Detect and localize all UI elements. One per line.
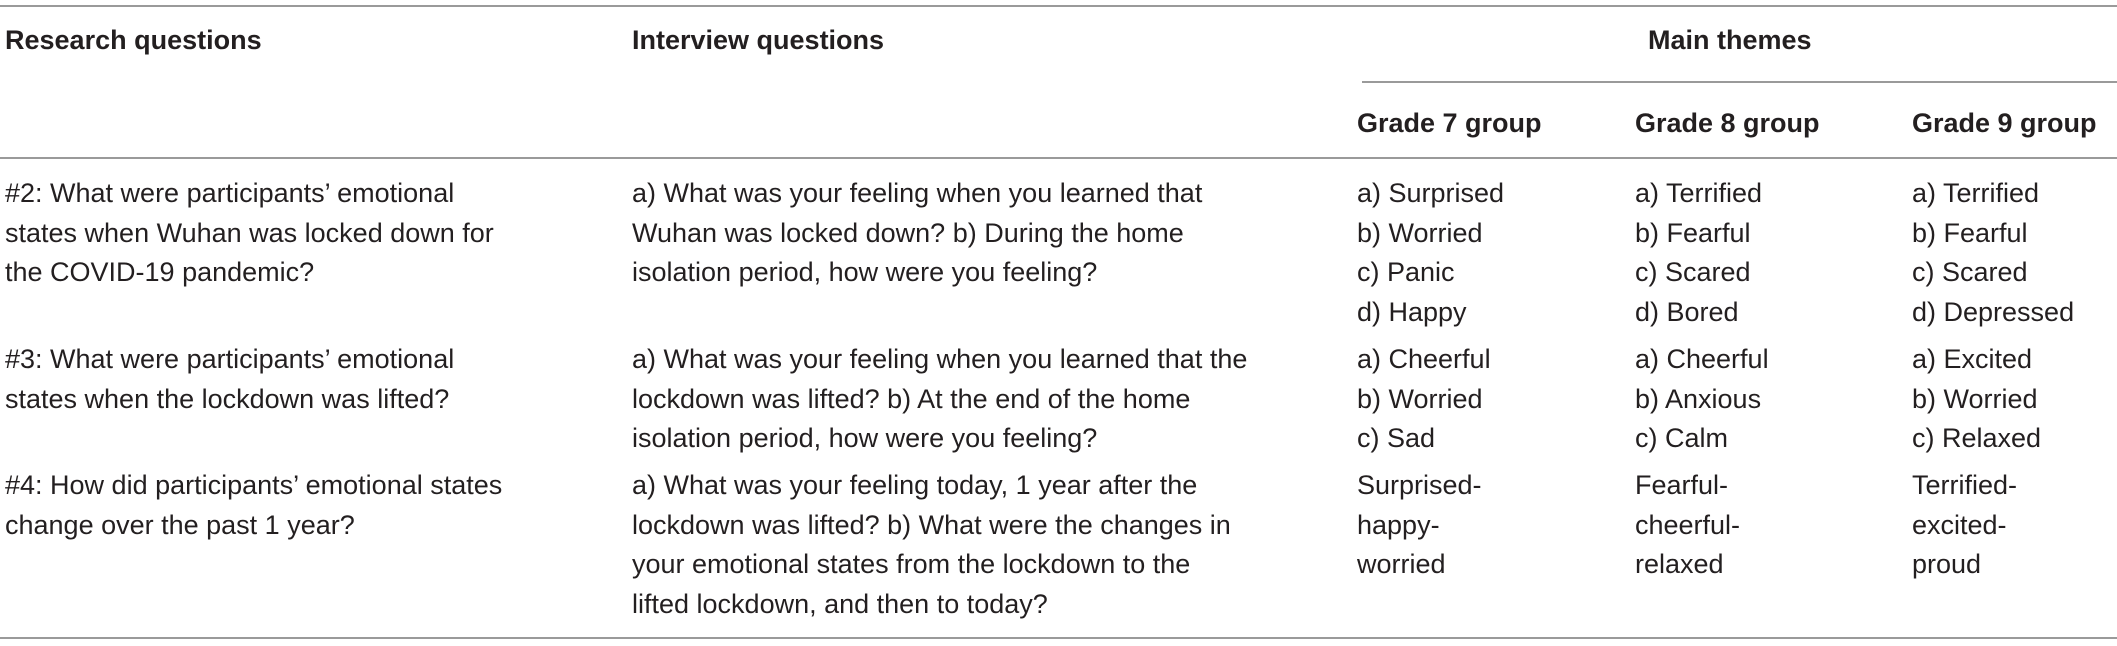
table-bottom-rule	[0, 637, 2117, 639]
header-main-themes: Main themes	[1648, 25, 1812, 55]
row-2-interview-question: a) What was your feeling when you learned that Wuhan was locked down? b) During the home isolation period, how were you feeling?	[632, 178, 1203, 287]
row-2-grade-9-themes: a) Terrified b) Fearful c) Scared d) Depressed	[1912, 178, 2075, 327]
row-3-interview-question: a) What was your feeling when you learned that the lockdown was lifted? b) At the end of the home isolation period, how were you feeling?	[632, 344, 1248, 453]
row-2-grade-7-themes: a) Surprised b) Worried c) Panic d) Happy	[1357, 178, 1505, 327]
row-3-grade-7-themes: a) Cheerful b) Worried c) Sad	[1357, 344, 1491, 453]
header-grade-8-group: Grade 8 group	[1635, 108, 1820, 138]
row-3-grade-9-themes: a) Excited b) Worried c) Relaxed	[1912, 344, 2042, 453]
row-4-interview-question: a) What was your feeling today, 1 year after the lockdown was lifted? b) What were the changes in your emotional states from the lockdown to the lifted lockdown, and then to today?	[632, 470, 1231, 619]
row-2-grade-8-themes: a) Terrified b) Fearful c) Scared d) Bored	[1635, 178, 1763, 327]
header-research-questions: Research questions	[5, 25, 262, 55]
row-3-grade-8-themes: a) Cheerful b) Anxious c) Calm	[1635, 344, 1769, 453]
table-top-rule	[0, 5, 2117, 7]
row-3-research-question: #3: What were participants’ emotional states when the lockdown was lifted?	[5, 344, 455, 414]
main-themes-group-rule	[1362, 81, 2117, 83]
row-4-research-question: #4: How did participants’ emotional states change over the past 1 year?	[5, 470, 503, 540]
header-interview-questions: Interview questions	[632, 25, 885, 55]
row-4-grade-8-themes: Fearful- cheerful- relaxed	[1635, 470, 1741, 579]
row-4-grade-7-themes: Surprised- happy- worried	[1357, 470, 1482, 579]
row-4-grade-9-themes: Terrified- excited- proud	[1912, 470, 2018, 579]
header-grade-7-group: Grade 7 group	[1357, 108, 1542, 138]
header-grade-9-group: Grade 9 group	[1912, 108, 2097, 138]
header-bottom-rule	[0, 157, 2117, 159]
row-2-research-question: #2: What were participants’ emotional states when Wuhan was locked down for the COVID-19 pandemic?	[5, 178, 494, 287]
